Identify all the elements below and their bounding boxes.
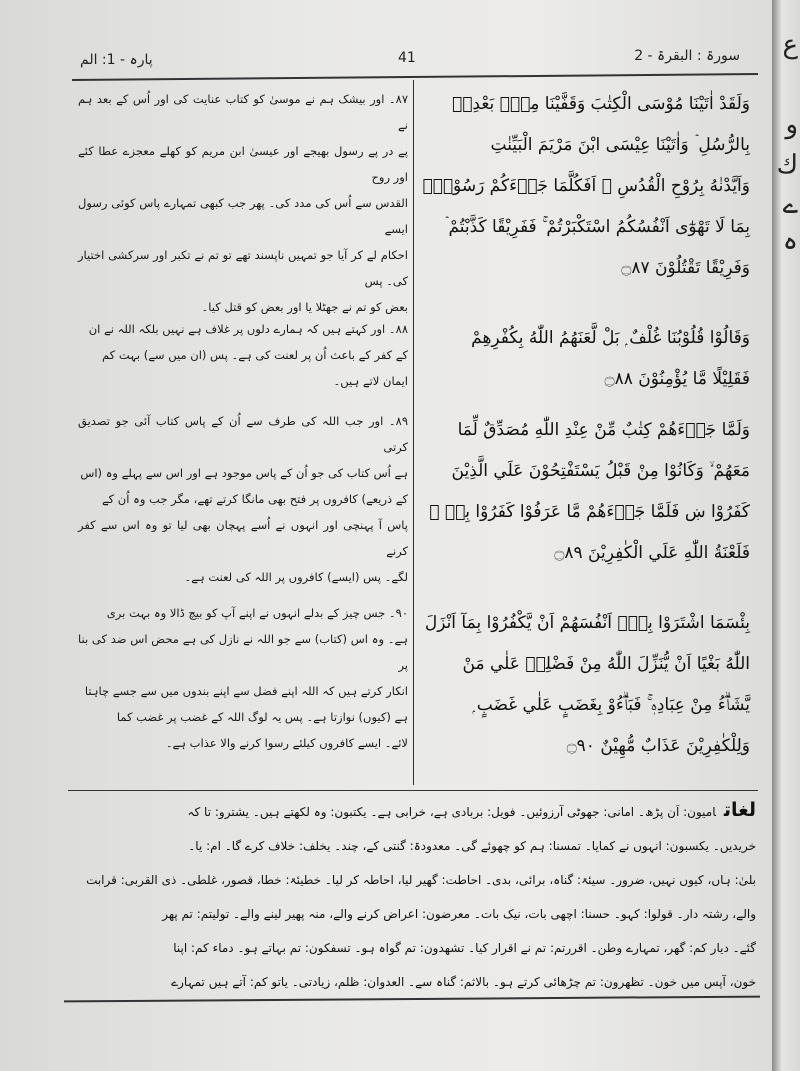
- vocab-line: گئے۔ دیار کم: گھر، تمہارے وطن۔ اقررتم: تم نے اقرار کیا۔ تشھدون: تم گواہ ہو۔ تسفکون: تم بہاتے ہو۔ دماء کم: اپنا: [173, 941, 756, 955]
- ayah-line: اللّٰهُ بَغْيًا اَنْ يُّنَزِّلَ اللّٰهُ مِنْ فَضْلِهٖ عَلٰي مَنْ: [462, 654, 750, 674]
- surah-title: سورۃ : البقرۃ - 2: [634, 48, 740, 64]
- translation-line: احکام لے کر آیا جو تمہیں ناپسند تھے تو تم نے تکبر اور سرکشی اختیار کی۔ پس: [78, 248, 408, 288]
- edge-glyph: و: [785, 110, 798, 140]
- translation-line: لائے۔ ایسے کافروں کیلئے رسوا کرنے والا عذاب ہے۔: [165, 736, 408, 750]
- translation-line: ایمان لاتے ہیں۔: [333, 374, 408, 388]
- next-page-edge: [772, 0, 800, 1071]
- translation-line: انکار کرتے ہیں کہ اللہ اپنے فضل سے اپنے بندوں میں سے جسے چاہتا: [84, 684, 408, 698]
- ayah-line: بِئْسَمَا اشْتَرَوْا بِهٖٓ اَنْفُسَھُمْ اَنْ يَّكْفُرُوْا بِمَآ اَنْزَلَ: [424, 613, 750, 633]
- edge-glyph: ے: [782, 190, 798, 220]
- vocab-line: والے، رشتہ دار۔ قولوا: کہو۔ حسنا: اچھی بات، نیک بات۔ معرضون: اعراض کرنے والے، منہ پھیر لینے والے۔ تولیتم: تم پھر: [162, 907, 756, 921]
- edge-glyph: ك: [776, 150, 798, 180]
- vocab-rule: [68, 790, 758, 791]
- ayah-line: وَلِلْكٰفِرِيْنَ عَذَابٌ مُّهِيْنٌ ۝٩٠: [566, 736, 750, 756]
- translation-line: پاس آ پہنچی اور انہوں نے اُسے پہچان بھی لیا تو وہ اس سے کفر کرنے: [78, 518, 408, 558]
- translation-line: کے کفر کے باعث اُن پر لعنت کی ہے۔ پس (ان میں سے) بہت کم: [102, 348, 408, 362]
- translation-line: ہے (کیوں) نوازتا ہے۔ پس یہ لوگ اللہ کے غضب پر غضب کما: [116, 710, 408, 724]
- ayah-line: كَفَرُوْا ښ فَلَمَّا جَاۗءَھُمْ مَّا عَرَفُوْا كَفَرُوْا بِهٖ ۡ: [429, 502, 750, 522]
- column-divider: [413, 80, 414, 785]
- translation-88: [78, 316, 408, 394]
- ayah-line: وَقَالُوْا قُلُوْبُنَا غُلْفٌ ۭ بَلْ لَّعَنَهُمُ اللّٰهُ بِكُفْرِهِمْ: [471, 328, 750, 348]
- vocabulary-title: لغات: [723, 799, 756, 821]
- vocab-line: [68, 793, 756, 829]
- ayah-88: [420, 318, 750, 400]
- ayah-line: يَّشَاۗءُ مِنْ عِبَادِهٖ ۚ فَبَاۗءُوْ بِغَضَبٍ عَلٰي غَضَبٍ ۭ: [472, 695, 750, 715]
- translation-90: [78, 600, 408, 756]
- ayah-line: فَلَعْنَةُ اللّٰهِ عَلَي الْكٰفِرِيْنَ ۝٨٩: [554, 543, 750, 563]
- ayah-line: وَلَمَّا جَاۗءَهُمْ كِتٰبٌ مِّنْ عِنْدِ اللّٰهِ مُصَدِّقٌ لِّمَا: [457, 420, 750, 440]
- edge-glyph: ع: [782, 30, 798, 60]
- ayah-line: بِالرُّسُلِ ۡ وَاٰتَيْنَا عِيْسَى ابْنَ مَرْيَمَ الْبَيِّنٰتِ: [490, 135, 750, 155]
- translation-line: پے در پے رسول بھیجے اور عیسیٰ ابن مریم کو کھلے معجزے عطا کئے اور روح: [78, 144, 408, 184]
- translation-line: القدس سے اُس کی مدد کی۔ پھر جب کبھی تمہارے پاس کوئی رسول ایسے: [78, 196, 408, 236]
- ayah-line: وَاَيَّدْنٰهُ بِرُوْحِ الْقُدُسِ ۭ اَفَكُلَّمَا جَاۗءَكُمْ رَسُوْلٌۢ: [422, 176, 750, 196]
- page-number: 41: [398, 50, 416, 66]
- para-title: پارہ - 1: الم: [80, 52, 153, 68]
- translation-line: ۹۰۔ جس چیز کے بدلے انہوں نے اپنے آپ کو بیچ ڈالا وہ بہت بری: [106, 606, 408, 620]
- edge-glyph: ہ: [782, 226, 798, 256]
- ayah-90: [420, 603, 750, 767]
- translation-line: ہے۔ وہ اس (کتاب) سے جو اللہ نے نازل کی ہے محض اس ضد کی بنا پر: [78, 632, 408, 672]
- ayah-line: بِمَا لَا تَهْوٰٓى اَنْفُسُكُمُ اسْتَكْبَرْتُمْ ۚ فَفَرِيْقًا كَذَّبْتُمْ ۡ: [444, 217, 750, 237]
- translation-line: ۸۷۔ اور بیشک ہم نے موسیٰ کو کتاب عنایت کی اور اُس کے بعد ہم نے: [78, 92, 408, 132]
- vocab-line: خریدیں۔ یکسبون: انہوں نے کمایا۔ تمسنا: ہم کو چھوئے گی۔ معدودۃ: گنتی کے، چند۔ یخلف: خلاف کرے گا۔ ام: یا۔: [188, 839, 756, 853]
- ayah-89: [420, 410, 750, 574]
- translation-89: [78, 408, 408, 590]
- translation-87: [78, 86, 408, 320]
- translation-line: ہے اُس کتاب کی جو اُن کے پاس موجود ہے اور اس سے پہلے وہ (اس: [80, 466, 408, 480]
- vocabulary-section: [68, 793, 756, 999]
- translation-line: ۸۹۔ اور جب اللہ کی طرف سے اُن کے پاس کتاب آئی جو تصدیق کرتی: [78, 414, 408, 454]
- translation-line: بعض کو تم نے جھٹلا یا اور بعض کو قتل کیا۔: [201, 300, 408, 314]
- translation-line: لگے۔ پس (ایسے) کافروں پر اللہ کی لعنت ہے۔: [184, 570, 408, 584]
- ayah-line: وَلَقَدْ اٰتَيْنَا مُوْسَى الْكِتٰبَ وَقَفَّيْنَا مِنْۢ بَعْدِهٖ: [452, 94, 750, 114]
- ayah-87: [420, 84, 750, 289]
- ayah-line: مَعَهُمْ ۙ وَكَانُوْا مِنْ قَبْلُ يَسْتَفْتِحُوْنَ عَلَي الَّذِيْنَ: [451, 461, 750, 481]
- ayah-line: فَقَلِيْلًا مَّا يُؤْمِنُوْنَ ۝٨٨: [604, 369, 750, 389]
- vocab-line: بلیٰ: ہاں، کیوں نہیں، ضرور۔ سیئۃ: گناہ، برائی، بدی۔ احاطت: گھیر لیا، احاطہ کر لیا۔ خطیئۃ: خطا، قصور، غلطی۔ ذی القربی: قرابت: [86, 873, 756, 887]
- translation-line: کے ذریعے) کافروں پر فتح بھی مانگا کرتے تھے، مگر جب وہ اُن کے: [101, 492, 408, 506]
- translation-line: ۸۸۔ اور کہتے ہیں کہ ہمارے دلوں پر غلاف ہے نہیں بلکہ اللہ نے ان: [88, 322, 408, 336]
- ayah-line: وَفَرِيْقًا تَقْتُلُوْنَ ۝٨٧: [621, 258, 750, 278]
- vocab-text: امیون: اَن پڑھ۔ امانی: جھوٹی آرزوئیں۔ فویل: بربادی ہے، خرابی ہے۔ یکتبون: وہ لکھتے ہیں۔ یشترو: تا کہ: [187, 805, 716, 819]
- vocab-line: خون، آپس میں خون۔ تظھرون: تم چڑھائی کرتے ہو۔ بالاثم: گناہ سے۔ العدوان: ظلم، زیادتی۔ یاتو کم: آتے ہیں تمہارے: [171, 975, 756, 989]
